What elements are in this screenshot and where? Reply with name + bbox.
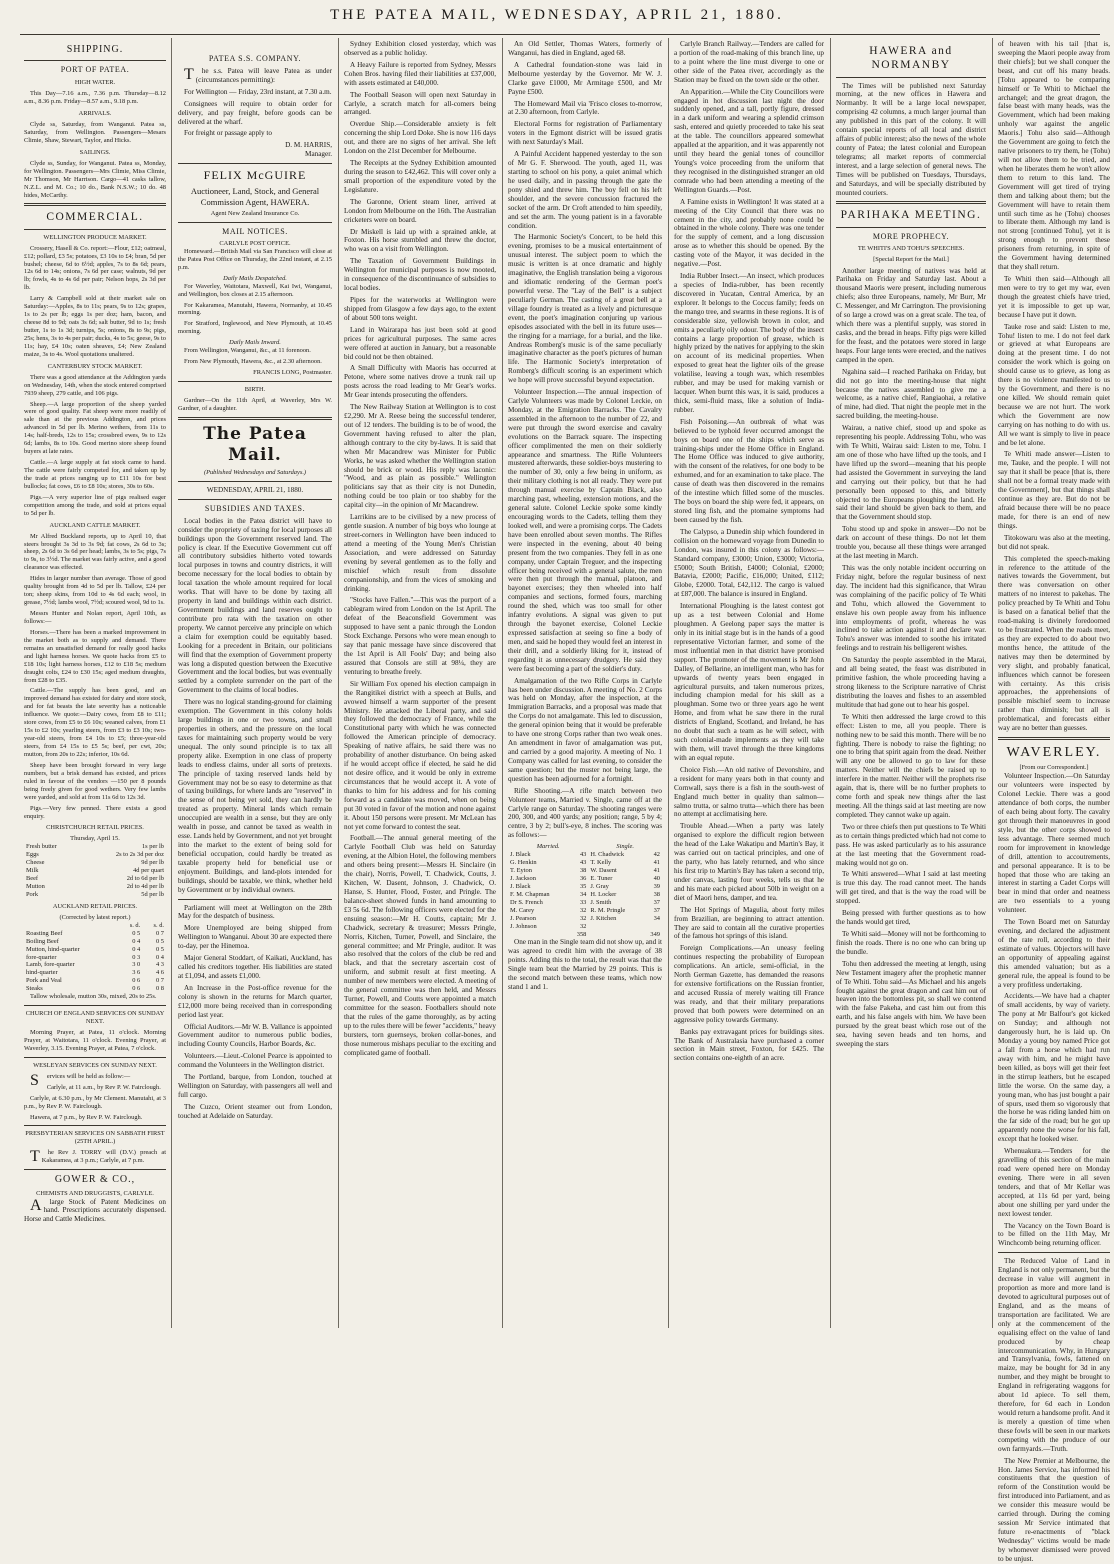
news-item: Sir William Fox opened his election campaign in the Rangitikei district with a speech at Bulls, and avowed himself a warm supporter of the present Ministry. He attacked the Liberal party, and said they followed the democracy of France, while the Constitutional party with which he was connected followed the American principle of democracy. Speaking of native affairs, he said there was no probability of another disturbance. On being asked if he would accept office if elected, he said he did not desire office, and it would be only in extreme circumstances that he would accept it. A vote of thanks to him for his address and for his coming forward as a candidate was moved, when on being put 30 voted in favor of the motion and none against it. About 150 persons were present. Mr McLean has not yet come forward to contest the seat. [344,679,496,831]
advert-heading: GOWER & CO., [54,1174,136,1186]
shooter-score [643,923,662,931]
news-item: The Homeward Mail via 'Frisco closes to-morrow, at 2.30 afternoon, from Carlyle. [508,99,662,117]
news-item: Fish Poisoning.—An outbreak of what was believed to be typhoid fever occurred amongst the boys on board one of the ships which serve as training-ships under the Home Office in England. The Home Office was induced to give authority, with the consent of the relatives, for one body to be exhumed, and for an examination to take place. The cause of death was then discovered in the remains of the intestine which filled some of the muscles. The boys on board the ship were fed, it appears, on stored ling fish, and the ptomaine symptoms had been caused by the fish. [674,417,824,524]
shooter-name: J. Black [510,882,531,890]
price-low: 3 6 [132,969,141,977]
newspaper-title: The Patea Mail. [203,423,307,465]
paragraph: The Town Board met on Saturday evening, and declared the adjustment of the rate roll, according to their estimate of values. Objectors will have an opportunity of appealing against this amended valuation; but as a general rule, the appeal is found to be a very profitless undertaking. [998,918,1110,989]
paragraph: From New Plymouth, Hawera, &c., at 2.30 afternoon. [184,358,322,366]
price-table [24,922,166,993]
article-heading: WAVERLEY. [1006,745,1102,761]
shooter-score: 35 [579,882,587,890]
price-item: Roasting Beef [26,929,63,937]
news-item: Trouble Ahead.—When a party was lately organised to explore the difficult region between the head of the Lake Wakatipu and Martin's Bay, it was carried out on tactical principles, and one of the party, who has lately returned, and who since his first trip to Martin's Bay has taken a second trip, under canvas, lasting four weeks, tells us that he and his mate each picked about 50lb in weight on a diet of Maori hens, damper, and tea. [674,822,824,902]
price-low: 0 6 [132,977,141,985]
news-item: An Increase in the Post-office revenue for the colony is shown in the returns for March quarter, £12,000 more being received than in corresponding period last year. [178,983,332,1019]
paragraph: Hawera, at 7 p.m., by Rev P. W. Fairclough. [30,1113,143,1121]
shooter-name: J. Pearson [510,914,536,922]
news-item: Overdue Ship.—Considerable anxiety is felt concerning the ship Lord Doke. She is now 116 days out, and there are no signs of her arrival. She left London on the 21st December for Melbourne. [344,120,496,156]
news-item: Football.—The annual general meeting of the Carlyle Football Club was held on Saturday evening, at the Albion Hotel, the following members and others being present:—Messrs H. Sinclaire (in the chair), Norris, Powell, T. Chadwick, Coutts, J. Kitchen, W. Dasent, Johnson, J. Chadwick, O. Hanse, S. Hunter, Flood, Foster, and Pringle. The balance-sheet showed funds in hand amounting to £3 5s 6d. The following officers were elected for the ensuing season:—Mr H. Coutts, captain; Mr J. Chadwick, secretary & treasurer; Messrs Pringle, Norris, Kitchen, Turner, Powell, and Sinclaire, the general committee; and Mr Pringle, auditor. It was also resolved that the colors of the club be red and black, and that the secretary ascertain cost of uniform, and submit result at first meeting. A number of new members were elected. A meeting of the general committee was then held, and Messrs Turner, Powell, and Coutts were appointed a match committee for the season. Footballers should note that the rules of the game thoroughly, as by acting up to the rules there will be fewer "accidents," heavy bursters, torn guernseys, broken collar-bones, and those numerous mishaps peculiar to the exciting and complicated game of football. [344,834,496,1057]
divider [24,60,166,61]
divider [178,499,332,500]
report-credit: [From our Correspondent.] [1019,764,1089,772]
price-value: 2d to 4d per lb [126,883,164,891]
paragraph: Te Whiti then said—Although all men were to try to get my war, even though the greatest chiefs have tried, yet it is impossible to get up war, because I have put it down. [998,274,1110,319]
score-row [508,867,662,875]
paragraph: Cattle.—A large supply at fat stock came to hand. The cattle were fairly competed for, and taken up by the trade at prices ranging up to £11 10s for best bullocks; fat cows, £6 to £8 10s; stores, 30s to 60s. [24,459,166,490]
shooter-name: J. Johnson [510,922,537,930]
shooter-name: J. Gray [590,882,609,890]
price-row [24,891,166,899]
shooter-name: H. Chadwick [590,851,625,859]
price-item: fore-quarter [26,953,57,961]
score-total: 349 [650,930,660,938]
shooter-name: T. Kelly [590,859,612,867]
score-column-heading: Single. [616,843,634,851]
paragraph: Alarge Stock of Patent Medicines on hand. Prescriptions accurately dispensed. Horse and Cattle Medicines. [24,1196,166,1224]
news-item: Banks pay extravagant prices for buildings sites. The Bank of Australasia have purchased a corner section in Main street, Foxton, for £425. The section contains one-eighth of an acre. [674,1027,824,1063]
paragraph: Te Whiti answered—What I said at last meeting is true this day. The road cannot meet. The hands will get tired, and that is the way the road will be stopped. [836,870,986,906]
news-item: Larrikins are to be civilised by a new process of gentle suasion. A number of big boys who lounge at street-corners in Wellington have been induced to attend a meeting of the Young Men's Christian Association, and were addressed on Saturday evening by several gentlemen as to the folly and mischief which result from dissolute companionship, and from the vices of smoking and drinking. [344,513,496,593]
column-rule [171,38,172,1328]
paragraph: Carlyle, at 6.30 p.m., by Mr Clement. Manutahi, at 3 p.m., by Rev P. W. Fairclough. [24,1094,166,1110]
score-row [508,891,662,899]
article-subheading: TE WHITI'S AND TOHU'S SPEECHES. [857,244,965,252]
paragraph: There was no logical standing-ground for claiming exemption. The Government in this colony holds large buildings in one or two towns, and small properties in others, and the pressure on the local taxes for maintaining such property would be very unequal. The only sound principle is to tax all property alike. Exemption in one class of property leads to endless claims, under all sorts of pretexts. The principle of taxing reserved lands held by Government may not be so easy to determine as that of taxing buildings, for where lands are "reserved" in the sense of not being yet sold, they can hardly be treated as property. Mineral lands which remain unoccupied are wealth in a sense, but they are only wealth in posse, and cannot be taxed as wealth in esse. Lands held by Government, and not yet brought into the market to the extent of being sold for beneficial occupation, could hardly be treated as taxable property held for beneficial use or enjoyment. Buildings, and land-plots intended for buildings, should be taxable, we think, whether held by Government or by individual owners. [178,698,332,894]
score-row [508,851,662,859]
paragraph: Morning Prayer, at Patea, 11 o'clock. Morning Prayer, at Waitotara, 11 o'clock. Evening Prayer, at Waverley, 3.15. Evening Prayer, at Patea, 7 o'clock. [24,1029,166,1052]
price-unit: s. d. [129,921,141,929]
paragraph: Clyde ss, Sunday, for Wanganui. Patea ss, Monday, for Wellington. Passengers—Mrs Climie, Miss Climie, Mr Thomson, Mr Harrison. Cargo—41 casks tallow, N.Z.L. and M. Co.; 10 do., Bank N.S.W.; 10 do. 48 hides, McCarthy. [24,159,166,199]
price-value: 9d per lb [141,859,164,867]
price-item: Fresh butter [26,843,57,851]
news-item: Major General Stoddart, of Kaikati, Auckland, has called his creditors together. His liabilities are stated at £1,094, and assets £1,000. [178,954,332,980]
news-item: Amalgamation of the two Rifle Corps in Carlyle has been under discussion. A meeting of No. 2 Corps was held on Monday, after the inspection, at the Immigration Barracks, and a proposal was made that the Corps do not amalgamate. This led to discussion, the general opinion being that it would be preferable to have one strong Corps rather than two weak ones. An amendment in favor of amalgamation was put, and carried by a good majority. A meeting of No. 1 Company was called for last evening, to consider the same question; but the muster not being large, the question has been adjourned for a fortnight. [508,676,662,783]
news-item: Dr Miskell is laid up with a sprained ankle, at Foxton. His horse stumbled and threw the doctor, who was on a visit from Wellington. [344,227,496,254]
signature-title: Manager. [305,150,332,159]
column-rule [338,38,339,1328]
shooter-name: E. Tuner [590,874,613,882]
shooter-score: 41 [653,859,660,867]
price-item: Milk [26,867,39,875]
subheading: AUCKLAND RETAIL PRICES. [52,902,138,910]
subheading: BIRTH. [244,386,266,394]
news-item: The Football Season will open next Saturday in Carlyle, a scratch match for all-comers being arranged. [344,90,496,117]
paragraph: Carlyle, at 11 a.m., by Rev P. W. Fairclough. [46,1083,161,1091]
score-row [508,899,662,907]
paragraph: Volunteer Inspection.—On Saturday our volunteers were inspected by Colonel Leckie. There was a good attendance of both corps, the number of each being about forty. The cavalry got through their manoeuvres in good style, but the other corps showed to less advantage. There seemed much room for improvement in knowledge of drill, attention to accoutrements, and personal appearance. It is to be hoped that those who are taking an interest in starting a Cadet Corps will bear in mind that order and neatness are two essentials to a young volunteer. [998,772,1110,915]
column-rule [502,38,503,1328]
paragraph: Services will be held as follow:— [30,1071,131,1089]
price-item: Mutton [26,883,45,891]
column-4 [504,40,666,1330]
subheading: Daily Mails Despatched. [223,274,287,282]
divider [24,1125,166,1126]
paragraph: On Saturday the people assembled in the Marai, and all being seated, the feast was distributed in primitive fashion, the whole proceeding having a strong likeness to the Scripture narrative of Christ distributing the loaves and fishes to an assembled multitude that had gone out to hear his gospel. [836,656,986,709]
paragraph: From Wellington, Wanganui, &c., at 11 forenoon. [184,347,311,355]
news-item: Parliament will meet at Wellington on the 28th May for the despatch of business. [178,903,332,921]
news-item: A Cathedral foundation-stone was laid in Melbourne yesterday by the Governor. Mr W. J. Clarke gave £1000, Mr Armitage £500, and Mr Payne £500. [508,60,662,96]
paragraph: The Vacancy on the Town Board is to be filled on the 11th May, Mr Winchcomb being returning officer. [998,1221,1110,1248]
shooter-score: 32 [579,914,587,922]
score-column-heading: Married. [536,843,560,851]
subheading: Daily Mails Inward. [229,339,281,347]
news-item: The Portland, barque, from London, touched at Wellington on Saturday, with passengers all well and full cargo. [178,1073,332,1100]
dateline: Thursday, April 15. [70,835,120,843]
score-row [508,883,662,891]
news-item: The Hot Springs of Magulia, about forty miles from Brazilian, are beginning to attract attention. They are said to contain all the curative properties of the famous hot springs of this island. [674,905,824,941]
news-item: Volunteer Inspection.—The annual inspection of Carlyle Volunteers was made by Colonel Leckie, on Monday, at the Emigration Barracks. The Cavalry assembled in the afternoon to the number of 22, and were put through the sword exercise and cavalry evolutions on the Barrack square. The inspecting officer complimented the men on their soldierly appearance and smartness. The Rifle Volunteers mustered afterwards, these soldier-boys mustering to the number of 30, only a few being in uniform, as their military clothing is not all ready. They were put through manual exercise by Captain Black, also marching past, wheeling, extension motions, and the general salute. Colonel Leckie spoke some kindly encouraging words to the Cadets, telling them they looked well, and were a promising corps. The Cadets have been enrolled about seven months. The Rifles were inspected in the evening, about 40 being present from the two companies. They fell in as one company, under Captain Treguer, and the inspecting officer being received with a general salute, the men were then put through the manual, platoon, and bayonet exercises; they then wheeled into half companies and sections, formed fours, marching round the shed, which was too small for other infantry evolutions. A signal was given to put through the bayonet exercise, Colonel Leckie expressed satisfaction at seeing so fine a body of men, and said he hoped they would feel an interest in their drill, and a soldierly liking for it, instead of regarding it as unnecessary drudgery. He said they were fast becoming a part of the soldier's duty. [508,388,662,673]
paragraph: Whenuakura.—Tenders for the gravelling of this section of the main road were opened here on Monday evening. There were in all seven tenders, and that of Mr Kellar was accepted, at 11s 6d per yard, being about one shilling per yard under the next lowest tender. [998,1147,1110,1218]
subheading: HIGH WATER. [74,79,116,87]
paragraph: Horses.—There has been a marked improvement in the market both as to supply and demand. There remains an unsatisfied demand for really good hacks and light harness horses. We quote hacks from £5 to £18 10s; light harness horses, £12 to £18 5s; medium draught colts, £24 to £30 15s; aged medium draughts, from £28 to £35. [24,628,166,684]
paragraph: Sheep.—A large proportion of the sheep yarded were of good quality. Fat sheep were more readily of sale than at the previous Addington, and prices advanced in 5d per lb. Merino wethers, from 11s to 14s; half-breds, 12s to 15s; crossbred ewes, 9s to 12s 6d; lambs, 8s to 10s. Good merino store sheep found buyers at late rates. [24,400,166,456]
paragraph: Messrs Hunter and Nolan report, April 10th, as follows:— [24,610,166,625]
paragraph: The New Premier at Melbourne, the Hon. James Service, has informed his constituents that the question of reform of the Constitution would be first introduced into Parliament, and as we consider this measure would be carried through. During the coming session Mr Service intimated that future re-enactments of "black Wednesday" victims would be made by whomever dismissed were proved to be unjust. [998,1456,1110,1563]
price-item: Boiling Beef [26,937,59,945]
score-row [508,907,662,915]
news-item: An Apparition.—While the City Councillors were engaged in hot discussion last night the door suddenly opened, and a tall, portly figure, dressed in a dark uniform and wearing a splendid crimson sash, entered and quietly proceeded to take his seat at the table. The councillors appeared somewhat appalled at the apparition, and it was apparently not until they heard the genial tones of councillor Young's voice proceeding from the uniform that they recognised in the distinguished stranger an old comrade who had been attending a meeting of the Wellington Guards.—Post. [674,87,824,194]
news-item: The Taxation of Government Buildings in Wellington for municipal purposes is now mooted, in consequence of the discontinuance of subsidies to local bodies. [344,257,496,293]
paragraph: Tauke rose and said: Listen to me, Tohu! listen to me. I do not feel dark or grieved at what Europeans are doing at the present time. I do not consider the work which is going on should cause us to grieve, as long as there is no violence manifested to us by the Government, and there is no one killed. We should remain quiet because we are not hurt. The work which the Government are now carrying on has nothing to do with us. All we want is simply to live in peace and be let alone. [998,322,1110,447]
signature: D. M. HARRIS, [285,141,332,150]
newspaper-subtitle: (Published Wednesdays and Saturdays.) [203,469,307,477]
masthead-title: THE PATEA MAIL, WEDNESDAY, APRIL 21, 1880. [330,7,784,23]
paragraph: Two or three chiefs then put questions to Te Whiti as to certain things predicted which had not come to pass. He was asked particularly as to his assurance at the last meeting that the Government road-making would not go on. [836,822,986,867]
section-heading: SHIPPING. [66,44,124,55]
price-high: 4 3 [156,961,164,969]
price-high: 0 5 [156,937,164,945]
column-1 [20,40,170,1330]
paragraph: Pigs.—A very superior line of pigs realised eager competition among the trade, and sold at prices equal to 5d per lb. [24,493,166,517]
section-heading: MAIL NOTICES. [222,227,288,237]
news-item: Pipes for the waterworks at Wellington were shipped from Glasgow a few days ago, to the extent of about 500 tons weight. [344,295,496,322]
shooter-score: 40 [653,874,660,882]
divider [24,1057,166,1058]
paragraph: Sheep have been brought forward in very large numbers, but a brisk demand has existed, and prices ruled in favour of the vendors —150 per 8 pounds being freely given for good wethers. Very few lambs were yarded, and sold at from 11s 6d to 12s 3d. [24,761,166,801]
price-item [24,922,118,930]
divider [836,77,986,78]
subheading: CHRISTCHURCH RETAIL PRICES. [46,824,144,832]
subheading: SAILINGS. [79,148,111,156]
shooter-name: W. Dasent [590,867,617,875]
paragraph: Pigs.—Very few penned. There exists a good enquiry. [24,804,166,820]
signature: FRANCIS LONG, Postmaster. [253,369,332,377]
divider [178,481,332,482]
shooter-score: 37 [653,898,660,906]
column-2 [174,40,336,1330]
price-row [24,843,166,851]
paragraph: The Times will be published next Saturday morning, at the new offices in Hawera and Normanby. It will be a large local newspaper, comprising 42 columns, a much larger journal than any published in this part of the colony. It will contain special reports of all local and district affairs of public interest; also the news of the whole county of Patea; the latest colonial and European telegrams; all market reports of commercial interest, and a large selection of general news. The Times will be published on Tuesdays, Thursdays, and Saturdays, and will be specially distributed by mounted couriers. [836,81,986,197]
shooter-name: F. M. Chapman [510,890,550,898]
price-high: 0 7 [156,977,164,985]
price-high: 0 7 [156,929,164,937]
shooter-score: 43 [579,859,587,867]
paragraph: This Day—7.16 a.m., 7.36 p.m. Thursday—8.12 a.m., 8.36 p.m. Friday—8.57 a.m., 9.18 p.m. [24,90,166,106]
price-value: 2s to 2s 3d per doz [115,851,164,859]
paragraph: Another large meeting of natives was held at Parihaka on Friday and Saturday last. About a thousand Maoris were present, including numerous chiefs; also three Europeans, namely, Mr Burr, Mr C. Messenger, and Mr Carrington. The provisioning of so large a crowd was on a great scale. The tea, of which there was a plentiful supply, was stored in casks, and the bread in heaps. Fifty pigs were killed for the feast, and the potatoes were stored in large heaps. Four large tents were erected, and the natives camped in the open. [836,266,986,364]
paragraph: There was a good attendance at the Addington yards on Wednesday, 14th, when the stock entered comprised 7939 sheep, 279 cattle, and 106 pigs. [24,373,166,397]
shooter-score: 39 [653,882,660,890]
shooter-score: 41 [653,867,660,875]
paragraph: Hides in larger number than average. Those of good quality brought from 4d to 5d per lb. Tallow, £24 per ton; sheep skins, from 10d to 4s 6d each; wool, in grease, 7½d; lambs wool, 7½d; scoured wool, 9d to 1s. [24,575,166,607]
price-row [24,851,166,859]
news-item: More Unemployed are being shipped from Wellington to Wanganui. About 30 are expected there to-day, per the Hinemoa. [178,924,332,951]
price-row [24,867,166,875]
news-item: India Rubber Insect.—An insect, which produces a species of India-rubber, has been recently discovered in Yucatan, Central America, by an explorer. It belongs to the Coccus family; feeds on the mango tree, and swarms in these regions. It is of considerable size, yellowish brown in color, and emits a peculiarly oily odour. The body of the insect contains a large proportion of grease, which is highly prized by the natives for applying to the skin on account of its medicinal properties. When exposed to great heat the lighter oils of the grease volatilise, leaving a tough wax, which resembles rubber, and may be used for making varnish or lacquer. When burnt this wax, it is said, produces a thick, semi-fluid mass, like a solution of India-rubber. [674,272,824,414]
news-item: The New Railway Station at Wellington is to cost £2,290. Mr A. Reese being the successful tenderer, out of 12 tenders. The building is to be of wood, the Government having refused to alter the plan, although contrary to the city by-laws. It is said that when Mr Macandrew was Minister for Public Works, he was asked whether the Wellington station should be brick or wood. His reply was laconic: "Wood, and as plain as possible." Wellington politicians say that as their city is not Dunedin, nothing could be too plain or too shabby for the capital city—in the opinion of Mr Macandrew. [344,403,496,510]
news-item: Carlyle Branch Railway.—Tenders are called for a portion of the road-making of this branch line, up to a point where the line must diverge to one or other side of the Patea river, accordingly as the Station may be fixed on the town side or the other. [674,40,824,84]
paragraph: For Stratford, Inglewood, and New Plymouth, at 10.45 morning. [178,320,332,336]
shooter-name: J. Kitchen [590,914,617,922]
news-item: Choice Fish.—An old native of Devonshire, and a resident for many years both in that county and Cornwall, says there is a fish in the south-west of England much better in quality than salmon—salmo trutta, or salmo trutta—which there has been no attempt at acclimatising here. [674,765,824,819]
subheading: AUCKLAND CATTLE MARKET. [49,521,141,529]
shooter-score: 43 [579,851,587,859]
paragraph: Gardner—On the 11th April, at Waverley, Mrs W. Gardner, of a daughter. [178,396,332,412]
paragraph: Cattle.—The supply has been good, and an improved demand has existed for dairy and store stock, and for fat beasts the late severity has a noticeable influence. We quote:—Dairy cows, from £8 to £11; store cows, from £5 to £6 10s; weaned calves, from £1 15s to £2 10s; yearling steers, from £3 to £3 10s; two-year-old steers, from £4 10s to £5; three-year-old steers, from £4 15s to £5 5s; beef, per cwt, 20s; mutton, from 20s to 22s; inferior, 10s 6d. [24,687,166,758]
score-row [508,859,662,867]
price-item: hind-quarter [26,969,58,977]
price-value: 2d to 6d per lb [126,875,164,883]
news-item: The Garonne, Orient steam liner, arrived at London from Melbourne on the 16th. The Australian cricketers were on board. [344,197,496,224]
price-item: Steaks [26,985,43,993]
price-item: Mutton, hind-quarter [26,945,80,953]
advert-subheading: CHEMISTS AND DRUGGISTS, CARLYLE. [36,1189,154,1197]
price-item: Beef [26,875,39,883]
price-high: 0 8 [156,985,164,993]
news-item: Official Auditors.—Mr W. B. Vallance is appointed Government auditor to numerous public bodies, including County Councils, Harbor Boards, &c. [178,1022,332,1049]
shooter-name: Dr S. French [510,898,543,906]
paragraph: For Waverley, Waitotara, Maxwell, Kai Iwi, Wanganui, and Wellington, box closes at 2.15 afternoon. [178,282,332,298]
news-item: Foreign Complications.—An uneasy feeling continues respecting the probability of European complications. An article, semi-official, in the North German Gazette, has demanded the reasons for extensive fortifications on the Russian frontier, and accused Russia of merely waiting till France was ready, and that their military preparations proved that both powers were determined on an aggressive policy towards Germany. [674,944,824,1024]
news-item: A Heavy Failure is reported from Sydney, Messrs Cohen Bros. having filed their liabilities at £37,000, with assets estimated at £40,000. [344,60,496,87]
price-low: 0 6 [132,985,141,993]
price-row [24,883,166,891]
paragraph: of heaven with his tail [that is, sweeping the Maori people away from their chiefs]; but we shall conquer the beast, and cut off his many heads. [Tohu appeared to be comparing himself or Te Whiti to Michael the archangel; and the great dragon, the false beast with many heads, was the Government, which had been making unholy war against the angelic Maoris.] Tohu also said—Although the Government are going to fetch the native prisoners to try them, he (Tohu) will not allow them to be tried, and when he liberates them he won't allow them to return to this land. The Government will get tired of trying them and talking about them; but the Government will have to retain them until such time as he (Tohu) chooses to liberate them. Although my land is not strong [continued Tohu], yet it is strong enough to prevent these prisoners from returning, in spite of the Government having determined that they shall return. [998,40,1110,272]
paragraph: For freight or passage apply to [184,129,273,138]
price-row [24,930,166,938]
price-row [24,946,166,954]
paragraph: This was the only notable incident occurring on Friday night, before the regular business of next day. The incident had this significance, that Wirau was complaining of the pacific policy of Te Whiti and Tohu, which allowed the Government to enslave his own people away from his influence into employments of profit, whereas he was inclined to take action against it and declare war. Tohu's answer was intended to soothe his irritated feelings and to restrain his belligerent wishes. [836,564,986,653]
subheading: CARLYLE POST OFFICE. [219,239,291,247]
news-item: One man in the Single team did not show up, and it was agreed to credit him with the average of 38 points. Adding this to the total, the result was that the Single team beat the Married by 29 points. This is the second match between these teams, which now stand 1 and 1. [508,938,662,992]
price-value: 5d per lb [141,890,164,898]
price-high: 0 4 [156,953,164,961]
article-heading: HAWERA and NORMANBY [869,45,953,72]
price-header-row [24,922,166,930]
paragraph: This completed the speech-making in reference to the attitude of the natives towards the Government, but there was conversation on other matters of no interest to pakehas. The policy preached by Te Whiti and Tohu is based on a fanatical belief that the road-making is divinely foredoomed to be frustrated. When the roads meet, as they are expected to do about two months hence, the attitude of the natives may then be determined by very slight, and probably fanatical, influences which cannot be foreseen with certainty. As this crisis approaches, the apprehensions of possible mischief seem to increase rather than diminish; but all is problematical, and forecasts either way are no better than guesses. [998,554,1110,733]
divider [178,222,332,223]
price-row [24,961,166,969]
score-total: 358 [576,930,587,938]
masthead-rule [20,34,1100,35]
paragraph: Tohu stood up and spoke in answer—Do not be dark on account of these things. Do not let them trouble you, because all these things were arranged at the last meeting in March. [836,525,986,561]
news-item: The Cuzco, Orient steamer out from London, touched at Adelaide on Saturday. [178,1102,332,1120]
paragraph: Ngahina said—I reached Parihaka on Friday, but did not go into the meeting-house that night because the natives assembled to give me a welcome, as a native chief, Rangiaohai, a relative of mine, had died. That night the people met in the sacred building, the meeting-house. [836,367,986,421]
shooter-score: 33 [579,898,587,906]
price-row [24,954,166,962]
paragraph: Titokowaru was also at the meeting, but did not speak. [998,533,1110,551]
news-item: The Calypso, a Dunedin ship which foundered in collision on the homeward voyage from Dunedin to London, was insured in this colony as follows:—Standard company, £3000; Union, £3000; Victoria, £5000; South British, £4000; Colonial, £2000; Batavia, £2000; Pacific, £16,000; United, £112; Globe, £2000. Total, £42,112. The cargo is valued at £87,000. The balance is insured in England. [674,527,824,599]
column-6 [832,40,990,1330]
shooter-score: 32 [579,922,587,930]
news-item: International Ploughing is the latest contest got up as a test between Colonial and Home ploughmen. A Geelong paper says the matter is only in its initial stage but is in the hands of a good representative Victorian farmer, and some of the most influential men in that district have promised support. The promoter of the movement is Mr John Dalley, of Bellarine, an intelligent man, who has for upwards of twenty years been engaged in agricultural pursuits, and taken numerous prizes, including champion medal for his skill as a ploughman. Some two or three years ago he went Home, and from what he saw there in the rural districts of England, Scotland, and Ireland, he has no doubt that such a team as he will select, with such colonial-made implements as they will take with them, will travel through the three kingdoms with an equal repute. [674,602,824,762]
column-7 [994,40,1114,1563]
divider [24,229,166,230]
divider [178,381,332,382]
divider [178,417,332,420]
score-row [508,923,662,931]
news-item: Rifle Shooting.—A rifle match between two Volunteer teams, Married v. Single, came off at the Carlyle range on Saturday. The shooting ranges were 200, 300, and 400 yards; any position; range, 5 by 4; centre, 3 by 2; bull's-eye, 8 inches. The scoring was as follows:— [508,786,662,840]
paragraph: Te Whiti then addressed the large crowd to this effect: Listen to me, all you people. There is nothing new to be said this month. There will be no fighting. There is nobody to raise the fighting; no one to bring that spirit again from the dead. Neither will any one be allowed to go to law for these matters. Neither will the chiefs be raised up to interfere in the matter. Neither will the prophets rise again, that is, there will be no further prophets to come forth and speak new things after the last meeting. All the things said at last meeting are now completed. They cannot wake up again. [836,712,986,819]
paragraph: Tallow wholesale, mutton 30s, mixed, 20s to 25s. [30,993,157,1001]
section-heading: COMMERCIAL. [46,211,144,224]
price-row [24,977,166,985]
article-subheading: MORE PROPHECY. [872,231,950,241]
news-item: The Harmonic Society's Concert, to be held this evening, promises to be a musical entertainment of unusual interest. The subject poem to which the music is written is at once dramatic and highly imaginative, the English translation being a vigorous and idiomatic rendering of the German poet's powerful verse. The "Lay of the Bell" is a subject peculiarly German. The casting of a great bell at a village foundry is treated as a lively and picturesque event, the poet's imagination conjuring up various episodes associated with the bell in its future uses—the ringing for a marriage, for a burial, and the like. Andreas Romberg's music is of the same peculiarly imaginative character as the poet's pictures of human life. The Harmonic Society's interpretation of Romberg's difficult scoring is an experiment which we hope will prove successful beyond expectation. [508,233,662,385]
shooter-name [588,923,643,931]
news-item: Volunteers.—Lieut.-Colonel Pearce is appointed to command the Volunteers in the Wellington district. [178,1052,332,1070]
paragraph: Being pressed with further questions as to how the hands would get tired, [836,909,986,927]
shooter-name: H. Locker [590,890,617,898]
section-heading: PORT OF PATEA. [60,65,130,75]
paragraph: The Reduced Value of Land in England is not only permanent, but the decrease in value will augment in proportion as more and more land is devoted to agricultural purposes out of England, and as the means of transportation are facilitated. We are only at the commencement of the equalising effect on the value of land produced by cheap intercommunication. Why, in Hungary and Transylvania, fowls, fattened on maize, may be bought for 3d in any number, and they might be brought to England in refrigerating waggons for about 1d apiece. To sell them, therefore, for 6d each in London would return a handsome profit. And it is merely a question of time when these fowls will be seen in our markets competing with the produce of our own farmyards.—Truth. [998,1257,1110,1453]
shooter-score: 37 [653,906,660,914]
report-credit: [Special Report for the Mail.] [873,255,949,263]
news-item: "Stocks have Fallen."—This was the purport of a cablegram wired from London on the 1st April. The defeat of the Beaconsfield Government was supposed to have sent a panic through the London Stock Exchange. Persons who were mean enough to say that panic message have since discovered that the 1st April is All Fools' Day; and being also assured that Consols are still at 98¼, they are venturing to breathe freely. [344,596,496,676]
price-high: 4 6 [156,969,164,977]
divider [178,163,332,164]
price-row [24,859,166,867]
news-item: Land in Wairarapa has just been sold at good prices for agricultural purposes. The same acres were offered at auction in January, but a reasonable bid could not be then obtained. [344,325,496,361]
price-low: 0 4 [132,945,141,953]
shooter-name: R. M. Pringle [590,906,626,914]
score-table [508,843,662,938]
news-item: The Receipts at the Sydney Exhibition amounted during the season to £42,462. This will cover only a small proportion of the expenditure voted by the Legislature. [344,159,496,194]
divider [178,899,332,900]
divider [998,1252,1110,1253]
subheading: CANTERBURY STOCK MARKET. [47,362,143,370]
shooter-score: 34 [579,890,587,898]
issue-date: WEDNESDAY, APRIL 21, 1880. [206,485,304,494]
news-item: A Small Difficulty with Maoris has occurred at Petone, where some natives drove a trunk rail up posts across the road leading to Mr Gear's works. Mr Gear intends prosecuting the offenders. [344,364,496,400]
subheading-note: (Corrected by latest report.) [59,913,131,921]
price-row [24,875,166,883]
price-low: 0 3 [132,953,141,961]
score-row [508,915,662,923]
shooter-name: T. Eyton [510,867,532,875]
paragraph: Homeward.—British Mail via San Francisco will close at the Patea Post Office on Thursday, the 22nd instant, at 2.15 p.m. [178,247,332,271]
price-item: Pork [26,890,39,898]
price-row [24,985,166,993]
shooter-name: G. Henkin [510,859,537,867]
shooter-score: 34 [653,914,660,922]
paragraph: Accidents.—We have had a chapter of small accidents, by way of variety. The pony at Mr Balfour's got kicked on Sunday; and although not dangerously hurt, he is laid up. On Monday a young boy named Price got a fall from a horse which had run away with him, and he might have been killed, as boys will get their feet in the stirrup leathers, but he escaped little the worse. On the same day, a young man, who has just bought a pair of spurs, used them so vigorously that the horse he was riding landed him on the far side of the road; but he got up apparently none the worse for his fall, except that he looked wiser. [998,992,1110,1144]
divider [836,227,986,228]
price-value: 1s per lb [141,843,164,851]
shooter-score: 38 [653,890,660,898]
shooter-score: 42 [653,851,660,859]
column-rule [830,38,831,1328]
paragraph: The Rev J. TORRY will (D.V.) preach at Kakaramea, at 3 p.m.; Carlyle, at 7 p.m. [30,1148,166,1166]
subheading: PRESBYTERIAN SERVICES ON SABBATH FIRST (25TH APRIL.) [25,1130,165,1146]
shooter-name: J. Smith [590,898,612,906]
paragraph: For Wellington — Friday, 23rd instant, at 7.30 a.m. [184,87,332,96]
shooter-score: 36 [579,874,587,882]
price-row [24,969,166,977]
paragraph: Crossery, Hasell & Co. report:—Flour, £12; oatmeal, £12; pollard, £3 5s; potatoes, £3 10s to £4; bran, 5d per bushel; cheese, 6d to 6½d; apples, 7s to 8s 6d; pears, 12s 6d to 14s; onions, 7s 6d per case; walnuts, 9d per lb; fowls, 4s to 4s 6d per pair; Nelson hops, 2s 3d per lb. [24,244,166,292]
paragraph: Te Whiti made answer—Listen to me, Tauke, and the people. I will not say that it shall be peace [that is, there shall not be a formal treaty made with the Government], but that things shall continue as they are. But do not be afraid because there will be no peace made, for there is an end of new things. [998,450,1110,530]
paragraph: For Kakaramea, Manutahi, Hawera, Normanby, at 10.45 morning. [178,301,332,317]
price-table [24,843,166,899]
paragraph: Te Whiti said—Money will not be forthcoming to finish the roads. There is no one who can bring up the bundle. [836,929,986,956]
price-value: 4d per quart [133,867,164,875]
paragraph: Tohu then addressed the meeting at length, using New Testament imagery after the prophetic manner of Te Whiti. Tohu said—As Michael and his angels fought against the great dragon and cast him out of heaven into the bottomless pit, so shall we contend with the false Pakeha, and cast him out from this earth, and his false angels with him. We have been pursued by the great beast which rose out of the sea, having seven heads and ten horns, and sweeping the stars [836,959,986,1049]
price-low: 0 5 [132,929,141,937]
divider [24,203,166,206]
column-rule [992,38,993,1328]
price-item: Cheese [26,859,45,867]
news-item: Electoral Forms for registration of Parliamentary voters in the Egmont district will be issued gratis with next Saturday's Mail. [508,120,662,147]
shooter-name: M. Carey [510,906,535,914]
divider [836,201,986,204]
divider [24,1005,166,1006]
advert-note: Agent New Zealand Insurance Co. [210,210,300,218]
article-heading: PARIHAKA MEETING. [840,209,982,222]
divider [24,1169,166,1170]
price-item: Eggs [26,851,39,859]
paragraph: Consignees will require to obtain order for delivery, and pay freight, before goods can be delivered at the wharf. [178,99,332,126]
news-item: A Painful Accident happened yesterday to the son of Mr G. F. Sherwood. The youth, aged 11, was starting to school on his pony, a quiet animal which he used daily, and in passing through the gate the pony shied and threw him. The boy fell on his left shoulder, and the severe concussion fractured the socket of the arm. Dr Croft attended to him speedily, and set the arm. The young patient is in a favorable condition. [508,150,662,230]
price-unit: s. d. [153,921,164,929]
shooter-score: 38 [579,867,587,875]
paragraph: Local bodies in the Patea district will have to consider the propriety of taxing for local purposes all buildings upon the Government reserved land. The policy is clear. If the Executive Government cut off all contributory subsidies hitherto voted towards local purposes in towns and country districts, it will become necessary for the local bodies to obtain by local taxation the whole amount required for local works. That will have to be done by taxing all property in land and buildings within each district. Government buildings and land reserves ought to contribute pro rata with the taxation on other property. We cannot perceive any principle on which a claim for exemption could be equitably based. Looking for a precedent in Britain, our politicians will find that the exemption of Government property was long a disputed question between the Executive Government and the local bodies, but was eventually settled by a complete surrender on the part of the Government to the claims of local bodies. [178,516,332,695]
shooter-name: J. Jackson [510,874,536,882]
paragraph: Larry & Campbell sold at their market sale on Saturday:—Apples, 8s to 11s; pears, 9s to 12s; grapes, 1s to 2s per lb; eggs 1s per doz; ham, bacon, and cheese 8d to 9d; oats 3s 6d; salt butter, 9d to 1s; fresh butter, 1s to 1s 3d; turnips, 5s; onions, 8s to 9s; pigs, 25s; hens, 3s to 4s per pair; ducks, 4s to 5s; geese, 9s to 11s; hay, £4 10s; oaten sheaves, £4; New Zealand maize, 3s to 4s. Wool quotations unaltered. [24,295,167,358]
price-item: Pork and Veal [26,977,62,985]
paragraph: The s.s. Patea will leave Patea as under (circumstances permitting): [184,65,332,84]
paragraph: Wairau, a native chief, stood up and spoke as representing his people. Addressing Tohu, who was with Te Whiti, Wairau said: Listen to me, Tohu. I am one of those who have lifted up the tools, and I have lifted up the sword—meaning that his people had assisted the Government in surveying the land and carrying out their policy, but that he had personally been opposed to this, and bitterly objected to the Europeans ploughing the land. He said their land should be given back to them, and that the Government should stop. [836,424,986,522]
column-5 [670,40,828,1330]
shooter-score: 32 [579,906,587,914]
paragraph: Mr Alfred Buckland reports, up to April 10, that steers brought 3s 3d to 3s 9d; fat cows, 2s 6d to 3s; sheep, 2s 6d to 3s 6d per head; lambs, 3s to 5s; pigs, 7s to 9s, to 3½d. The market was fairly active, and a good clearance was effected. [24,532,166,572]
score-row [508,875,662,883]
advert-heading: PATEA S.S. COMPANY. [208,54,302,63]
price-high: 0 5 [156,945,164,953]
advert-heading: FELIX McGUIRE [203,168,307,183]
shooter-name: J. Black [510,851,531,859]
price-low: 3 0 [132,961,141,969]
column-3 [340,40,500,1330]
news-item: An Old Settler, Thomas Waters, formerly of Wanganui, has died in England, aged 68. [508,40,662,57]
news-item: A Famine exists in Wellington! It was stated at a meeting of the City Council that there was no cement in the city, and probably none could be obtained in the whole colony. There was one tender for the supply of cement, and a long discussion arose as to whether this should be opened. By the casting vote of the Mayor, it was decided in the negative.—Post. [674,197,824,269]
subheading: ARRIVALS. [78,110,112,118]
article-heading: SUBSIDIES AND TAXES. [204,503,306,513]
price-row [24,938,166,946]
masthead [0,6,1114,32]
price-low: 0 4 [132,937,141,945]
subheading: CHURCH OF ENGLAND SERVICES ON SUNDAY NEXT. [25,1010,165,1026]
subheading: WESLEYAN SERVICES ON SUNDAY NEXT. [33,1061,157,1069]
price-item: Lamb, fore-quarter [26,961,75,969]
advert-subheading: Auctioneer, Land, Stock, and General Commission Agent, HAWERA. [190,186,320,207]
paragraph: Clyde ss, Saturday, from Wanganui. Patea ss, Saturday, from Wellington. Passengers—Mesars Climie, Shaw, Stewart, Taylor, and Hicks. [24,121,166,144]
news-item: Sydney Exhibition closed yesterday, which was observed as a public holiday. [344,40,496,57]
column-rule [668,38,669,1328]
subheading: WELLINGTON PRODUCE MARKET. [43,233,147,241]
divider [998,737,1110,740]
